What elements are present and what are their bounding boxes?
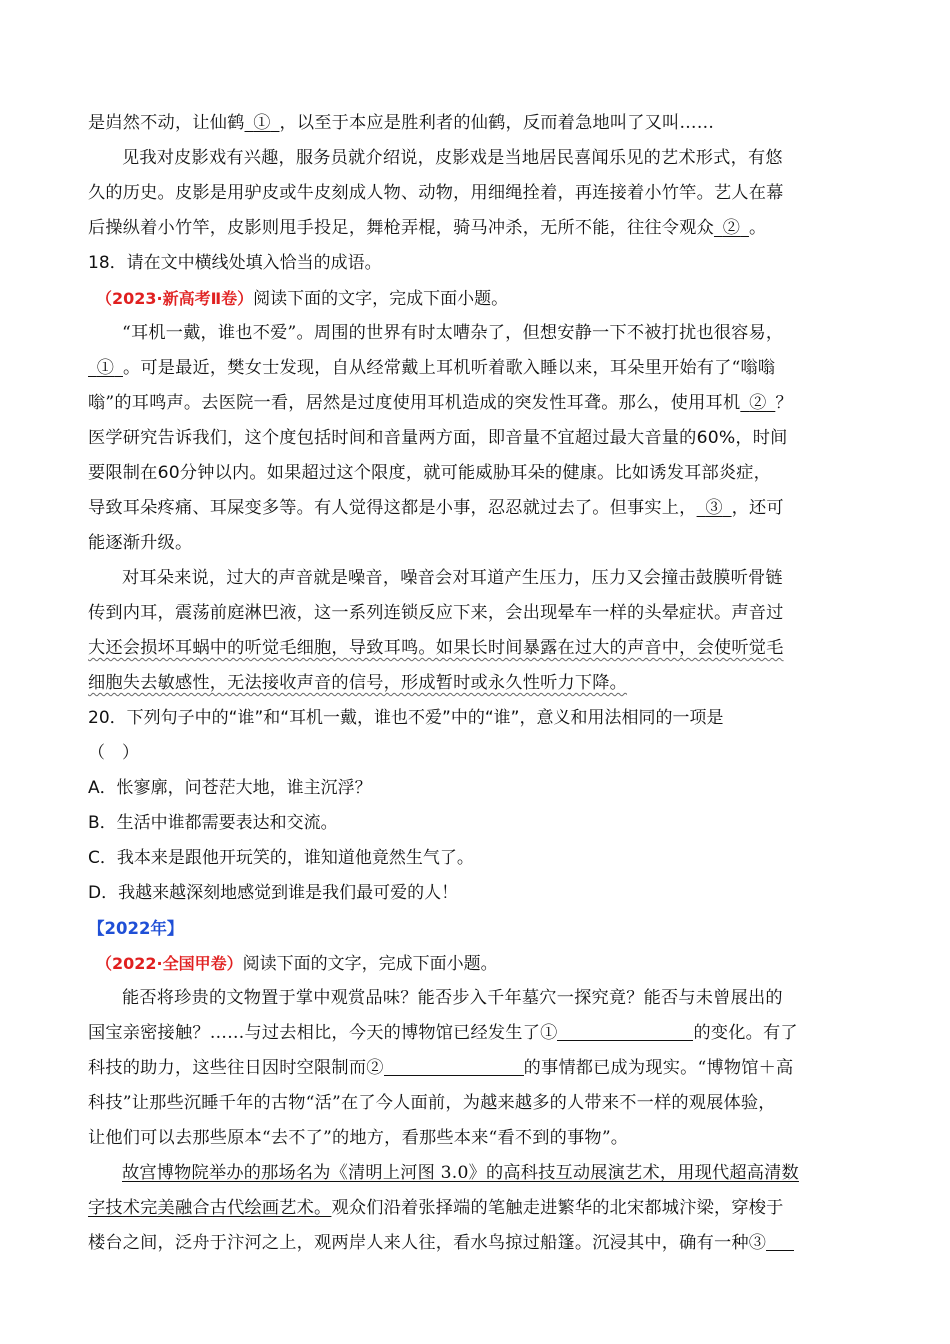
option-a[interactable]: A．怅寥廓，问苍茫大地，谁主沉浮？ bbox=[88, 778, 372, 798]
blank-6-3[interactable] bbox=[766, 1228, 794, 1251]
para4-line3: 大还会损坏耳蜗中的听觉毛细胞，导致耳鸣。如果长时间暴露在过大的声音中，会使听觉毛 bbox=[88, 638, 784, 658]
para6-line3: 楼台之间，泛舟于汴河之上，观两岸人来人往，看水鸟掠过船篷。沉浸其中，确有一种③ bbox=[88, 1226, 860, 1261]
source-tag: （2022·全国甲卷） bbox=[96, 954, 243, 973]
blank-3-1[interactable]: ① bbox=[96, 358, 115, 378]
blank-5-1[interactable] bbox=[557, 1018, 693, 1041]
para3-line4: 医学研究告诉我们，这个度包括时间和音量两方面，即音量不宜超过最大音量的60%，时间 bbox=[88, 428, 788, 448]
para5-line3: 科技的助力，这些往日因时空限制而② 的事情都已成为现实。“博物馆＋高 bbox=[88, 1051, 860, 1086]
question-18: 18．请在文中横线处填入恰当的成语。 bbox=[88, 253, 382, 273]
text: ，以至于本应是胜利者的仙鹤，反而着急地叫了又叫…… bbox=[279, 113, 715, 133]
para4-line2: 传到内耳，震荡前庭淋巴液，这一系列连锁反应下来，会出现晕车一样的头晕症状。声音过 bbox=[88, 603, 784, 623]
blank-1[interactable]: ① bbox=[253, 113, 271, 133]
blank-3-2[interactable]: ② bbox=[749, 393, 767, 413]
para3-line2: ① 。可是最近，樊女士发现，自从经常戴上耳机听着歌入睡以来，耳朵里开始有了“嗡嗡 bbox=[88, 351, 860, 386]
para1-line bbox=[88, 106, 860, 141]
source-tag: （2023·新高考Ⅱ卷） bbox=[96, 289, 254, 308]
option-c[interactable]: C．我本来是跟他开玩笑的，谁知道他竟然生气了。 bbox=[88, 848, 474, 868]
document-page bbox=[88, 106, 860, 1261]
para2-line3: 后操纵着小竹竿，皮影则甩手投足，舞枪弄棍，骑马冲杀，无所不能，往往令观众 ② 。 bbox=[88, 218, 767, 238]
para2-line2: 久的历史。皮影是用驴皮或牛皮刻成人物、动物，用细绳拴着，再连接着小竹竿。艺人在幕 bbox=[88, 183, 784, 203]
para3-line7: 能逐渐升级。 bbox=[88, 533, 193, 553]
para4-line4: 细胞失去敏感性，无法接收声音的信号，形成暂时或永久性听力下降。 bbox=[88, 673, 628, 693]
source-2022 bbox=[88, 946, 860, 981]
option-b[interactable]: B．生活中谁都需要表达和交流。 bbox=[88, 813, 338, 833]
para6-line2: 字技术完美融合古代绘画艺术。观众们沿着张择端的笔触走进繁华的北宋都城汴梁，穿梭于 bbox=[88, 1198, 784, 1218]
blank-2[interactable]: ② bbox=[722, 218, 741, 238]
option-d[interactable]: D．我越来越深刻地感觉到谁是我们最可爱的人！ bbox=[88, 883, 459, 903]
source-instruction: 阅读下面的文字，完成下面小题。 bbox=[253, 289, 509, 309]
para2-line1: 见我对皮影戏有兴趣，服务员就介绍说，皮影戏是当地居民喜闻乐见的艺术形式，有悠 bbox=[122, 148, 783, 168]
question-20-paren: （ ） bbox=[88, 743, 139, 763]
source-2023 bbox=[88, 281, 860, 316]
para5-line5: 让他们可以去那些原本“去不了”的地方，看那些本来“看不到的事物”。 bbox=[88, 1128, 629, 1148]
para4-line1: 对耳朵来说，过大的声音就是噪音，噪音会对耳道产生压力，压力又会撞击鼓膜听骨链 bbox=[122, 568, 783, 588]
para3-line3: 嗡”的耳鸣声。去医院一看，居然是过度使用耳机造成的突发性耳聋。那么，使用耳机 ② ？ bbox=[88, 393, 793, 413]
para3-line1: “耳机一戴，谁也不爱”。周围的世界有时太嘈杂了，但想安静一下不被打扰也很容易， bbox=[122, 323, 784, 343]
year-heading: 【2022年】 bbox=[88, 919, 184, 938]
question-20-stem: 20．下列句子中的“谁”和“耳机一戴，谁也不爱”中的“谁”，意义和用法相同的一项是 bbox=[88, 708, 724, 728]
blank-3-3[interactable]: ③ bbox=[705, 498, 723, 518]
para3-line6: 导致耳朵疼痛、耳屎变多等。有人觉得这都是小事，忍忍就过去了。但事实上， ③ ，还可 bbox=[88, 498, 784, 518]
para5-line1: 能否将珍贵的文物置于掌中观赏品味？能否步入千年墓穴一探究竟？能否与未曾展出的 bbox=[122, 988, 783, 1008]
para5-line2: 国宝亲密接触？……与过去相比，今天的博物馆已经发生了① 的变化。有了 bbox=[88, 1016, 860, 1051]
source-instruction: 阅读下面的文字，完成下面小题。 bbox=[242, 954, 498, 974]
para6-line1: 故宫博物院举办的那场名为《清明上河图 3.0》的高科技互动展演艺术，用现代超高清数 bbox=[122, 1163, 799, 1183]
blank-5-2[interactable] bbox=[384, 1053, 524, 1076]
para3-line5: 要限制在60分钟以内。如果超过这个限度，就可能威胁耳朵的健康。比如诱发耳部炎症， bbox=[88, 463, 772, 483]
text: 是岿然不动，让仙鹤 bbox=[88, 113, 245, 133]
para5-line4: 科技”让那些沉睡千年的古物“活”在了今人面前，为越来越多的人带来不一样的观展体验， bbox=[88, 1093, 776, 1113]
